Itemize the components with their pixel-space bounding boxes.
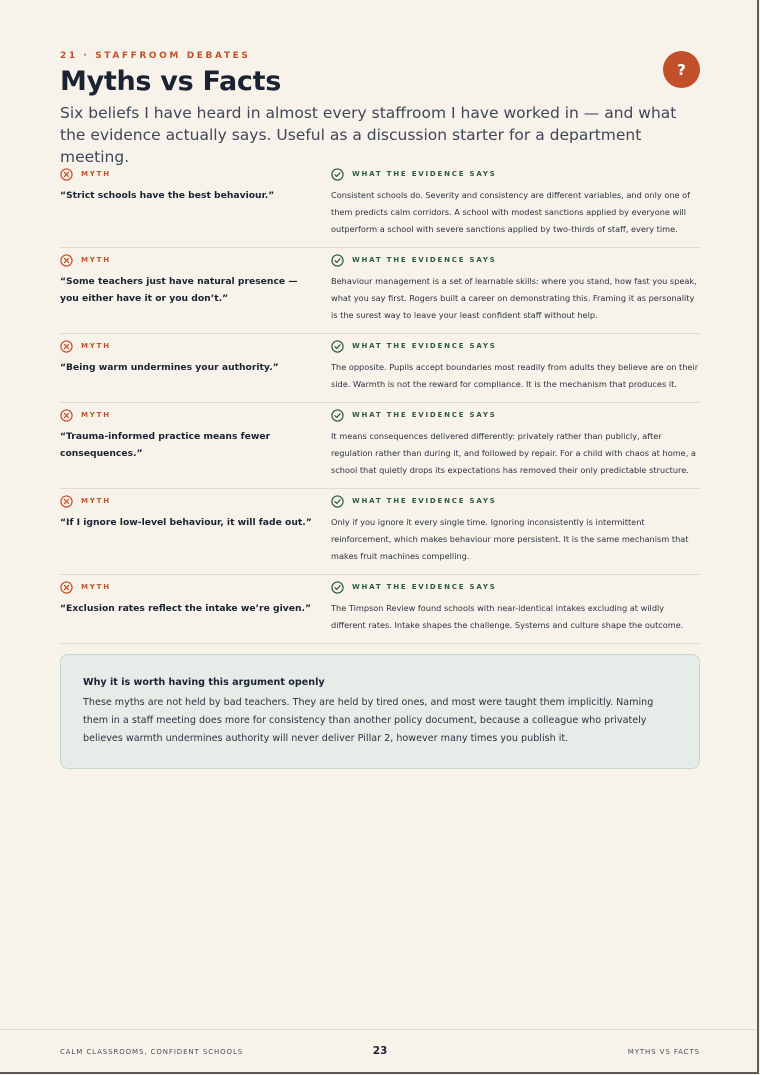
myth-text: “Exclusion rates reflect the intake we’re given.” bbox=[60, 603, 312, 614]
evidence-column bbox=[331, 408, 700, 479]
footer-divider bbox=[0, 1029, 757, 1030]
myth-fact-row bbox=[60, 575, 700, 644]
evidence-tag bbox=[331, 253, 700, 267]
myth-tag bbox=[60, 580, 331, 594]
evidence-label: WHAT THE EVIDENCE SAYS bbox=[352, 583, 497, 591]
myth-tag bbox=[60, 167, 331, 181]
evidence-label: WHAT THE EVIDENCE SAYS bbox=[352, 170, 497, 178]
footer-section-title: MYTHS VS FACTS bbox=[627, 1048, 700, 1056]
evidence-tag bbox=[331, 408, 700, 422]
check-circle-icon bbox=[331, 254, 344, 267]
myth-label: MYTH bbox=[81, 411, 111, 419]
evidence-text: The Timpson Review found schools with near-identical intakes excluding at wildly different rates. Intake shapes the challenge. Systems and culture shape the outcome. bbox=[331, 603, 684, 630]
evidence-text: It means consequences delivered differently: privately rather than publicly, after regulation rather than during it, and followed by repair. For a child with chaos at home, a school that quietly drops its expectations has removed their only predictable structure. bbox=[331, 431, 696, 475]
myth-label: MYTH bbox=[81, 583, 111, 591]
myth-fact-row bbox=[60, 403, 700, 489]
callout-box bbox=[60, 654, 700, 769]
evidence-label: WHAT THE EVIDENCE SAYS bbox=[352, 342, 497, 350]
evidence-tag bbox=[331, 580, 700, 594]
myth-column bbox=[60, 253, 331, 324]
myth-fact-row bbox=[60, 248, 700, 334]
callout-title: Why it is worth having this argument openly bbox=[83, 677, 325, 688]
footer-page-number: 23 bbox=[372, 1045, 388, 1057]
myth-label: MYTH bbox=[81, 497, 111, 505]
myth-label: MYTH bbox=[81, 170, 111, 178]
footer-book-title: CALM CLASSROOMS, CONFIDENT SCHOOLS bbox=[60, 1048, 244, 1056]
evidence-tag bbox=[331, 167, 700, 181]
check-circle-icon bbox=[331, 168, 344, 181]
myth-fact-row bbox=[60, 334, 700, 403]
myth-text: “Being warm undermines your authority.” bbox=[60, 362, 279, 373]
myth-fact-row bbox=[60, 489, 700, 575]
myth-text: “Some teachers just have natural presence — you either have it or you don’t.” bbox=[60, 276, 298, 304]
page-subtitle: Six beliefs I have heard in almost every staffroom I have worked in — and what the evidence actually says. Useful as a discussion starter for a department meeting. bbox=[60, 104, 677, 166]
section-kicker: 21 · STAFFROOM DEBATES bbox=[60, 51, 251, 61]
check-circle-icon bbox=[331, 581, 344, 594]
page-title: Myths vs Facts bbox=[60, 66, 282, 97]
x-circle-icon bbox=[60, 495, 73, 508]
evidence-tag bbox=[331, 494, 700, 508]
myth-label: MYTH bbox=[81, 256, 111, 264]
myth-tag bbox=[60, 339, 331, 353]
myth-tag bbox=[60, 494, 331, 508]
x-circle-icon bbox=[60, 340, 73, 353]
question-badge: ? bbox=[663, 51, 700, 88]
myth-label: MYTH bbox=[81, 342, 111, 350]
myth-text: “Strict schools have the best behaviour.” bbox=[60, 190, 275, 201]
evidence-label: WHAT THE EVIDENCE SAYS bbox=[352, 411, 497, 419]
x-circle-icon bbox=[60, 168, 73, 181]
myth-column bbox=[60, 408, 331, 479]
evidence-column bbox=[331, 339, 700, 393]
myth-column bbox=[60, 167, 331, 238]
evidence-text: Only if you ignore it every single time. Ignoring inconsistently is intermittent reinforcement, which makes behaviour more persistent. It is the same mechanism that makes fruit machines compelling. bbox=[331, 517, 689, 561]
evidence-text: Consistent schools do. Severity and consistency are different variables, and only one of them predicts calm corridors. A school with modest sanctions applied by everyone will outperform a school with severe sanctions applied by two-thirds of staff, every time. bbox=[331, 190, 691, 234]
myth-tag bbox=[60, 408, 331, 422]
callout-body: These myths are not held by bad teachers. They are held by tired ones, and most were taught them implicitly. Naming them in a staff meeting does more for consistency than another policy document, because a colleague who privately believes warmth undermines authority will never deliver Pillar 2, however many times you publish it. bbox=[83, 697, 654, 744]
evidence-column bbox=[331, 580, 700, 634]
evidence-column bbox=[331, 167, 700, 238]
check-circle-icon bbox=[331, 409, 344, 422]
myth-column bbox=[60, 339, 331, 393]
check-circle-icon bbox=[331, 340, 344, 353]
myth-tag bbox=[60, 253, 331, 267]
myth-column bbox=[60, 580, 331, 634]
x-circle-icon bbox=[60, 581, 73, 594]
evidence-text: The opposite. Pupils accept boundaries most readily from adults they believe are on their side. Warmth is not the reward for compliance. It is the mechanism that produces it. bbox=[331, 362, 699, 389]
evidence-column bbox=[331, 494, 700, 565]
x-circle-icon bbox=[60, 254, 73, 267]
myth-fact-list bbox=[60, 162, 700, 644]
x-circle-icon bbox=[60, 409, 73, 422]
myth-column bbox=[60, 494, 331, 565]
evidence-text: Behaviour management is a set of learnable skills: where you stand, how fast you speak, what you say first. Rogers built a career on demonstrating this. Framing it as personality is the surest way to leave your least confident staff without help. bbox=[331, 276, 697, 320]
check-circle-icon bbox=[331, 495, 344, 508]
evidence-column bbox=[331, 253, 700, 324]
evidence-label: WHAT THE EVIDENCE SAYS bbox=[352, 497, 497, 505]
myth-fact-row bbox=[60, 162, 700, 248]
evidence-tag bbox=[331, 339, 700, 353]
myth-text: “If I ignore low-level behaviour, it will fade out.” bbox=[60, 517, 312, 528]
evidence-label: WHAT THE EVIDENCE SAYS bbox=[352, 256, 497, 264]
myth-text: “Trauma-informed practice means fewer consequences.” bbox=[60, 431, 271, 459]
